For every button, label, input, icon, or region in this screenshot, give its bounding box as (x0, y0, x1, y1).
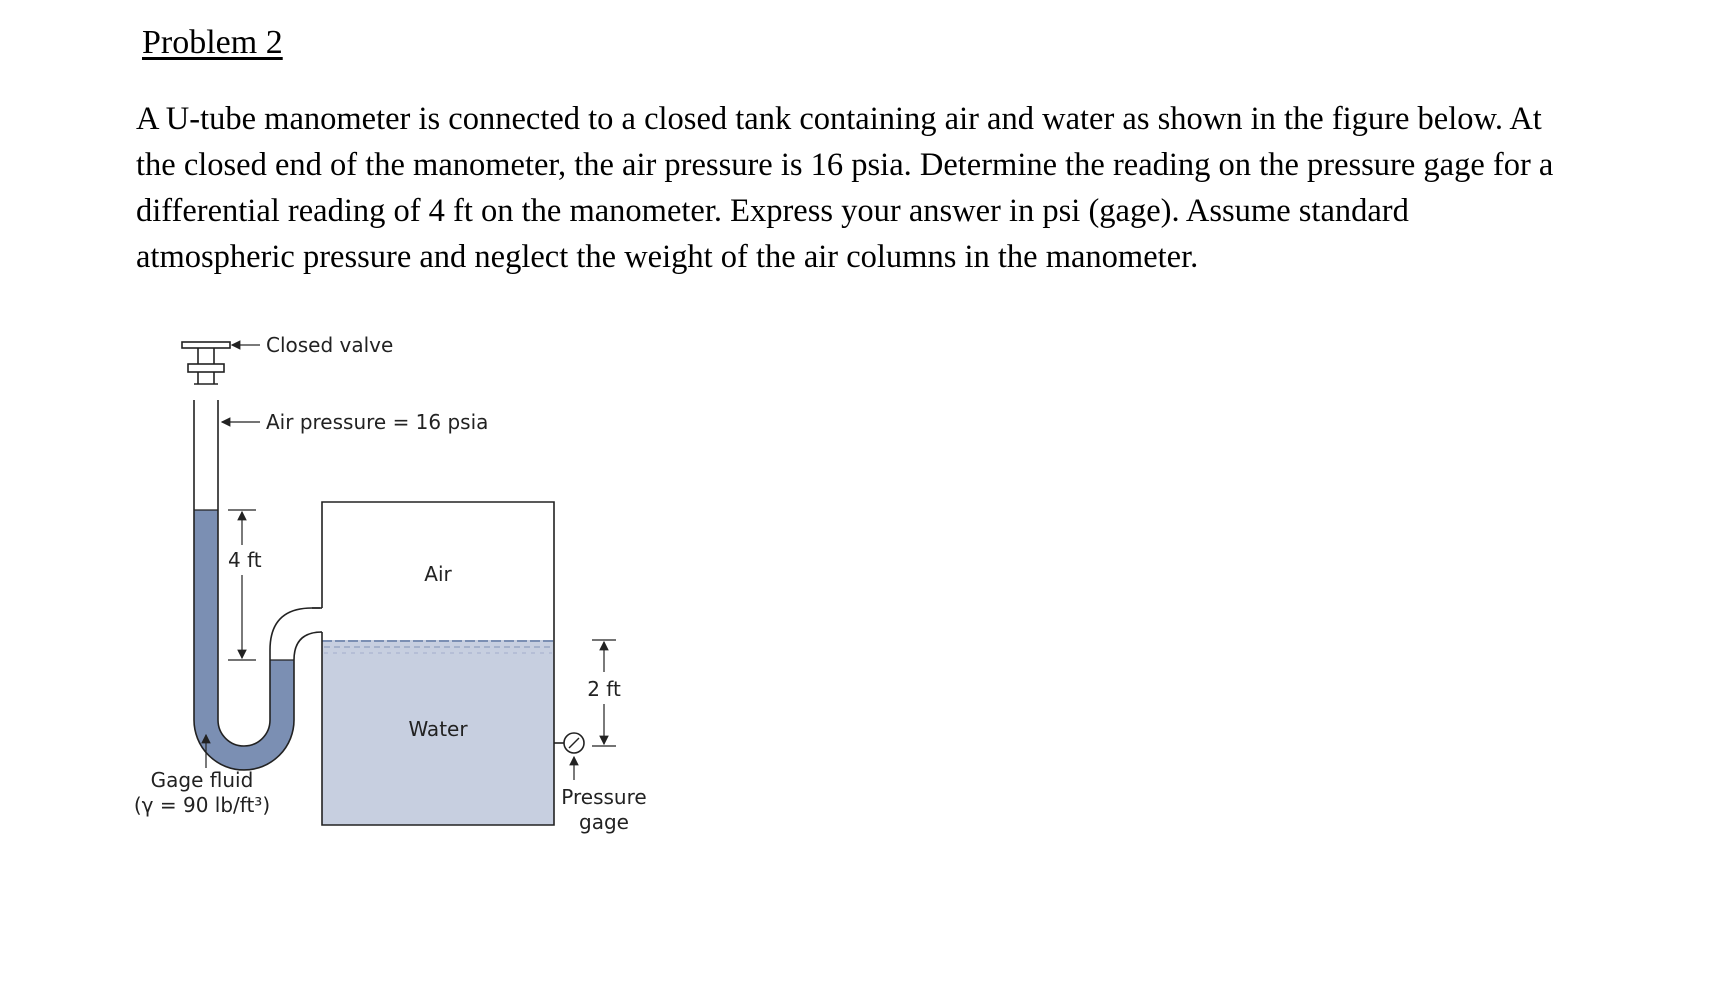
closed-valve-icon (182, 342, 230, 384)
depth-label: 2 ft (587, 677, 621, 701)
closed-valve-label: Closed valve (266, 333, 394, 357)
manometer-tube-inner (218, 400, 320, 746)
tank-air-label: Air (424, 562, 452, 586)
gage-fluid-label-line1: Gage fluid (150, 768, 254, 792)
manometer-bend-fluid (194, 720, 294, 770)
manometer-figure (110, 333, 710, 920)
tank-water-label: Water (408, 717, 468, 741)
pressure-gage-label-line1: Pressure (561, 785, 647, 809)
gage-fluid-label-line2: (γ = 90 lb/ft³) (133, 793, 271, 817)
air-pressure-label: Air pressure = 16 psia (266, 410, 489, 434)
pressure-gage-icon (564, 733, 584, 753)
manometer-left-fluid (194, 510, 218, 720)
manometer-right-fluid (270, 660, 294, 720)
differential-label: 4 ft (228, 548, 262, 572)
problem-title: Problem 2 (142, 24, 283, 61)
problem-statement: A U-tube manometer is connected to a closed tank containing air and water as shown in the figure below. At the closed end of the manometer, the air pressure is 16 psia. Determine the reading on the pressure gage for a differential reading of 4 ft on the manometer. Express your answer in psi (gage). Assume standard atmospheric pressure and neglect the weight of the air columns in the manometer. (136, 101, 1554, 275)
pressure-gage-label-line2: gage (579, 810, 629, 834)
